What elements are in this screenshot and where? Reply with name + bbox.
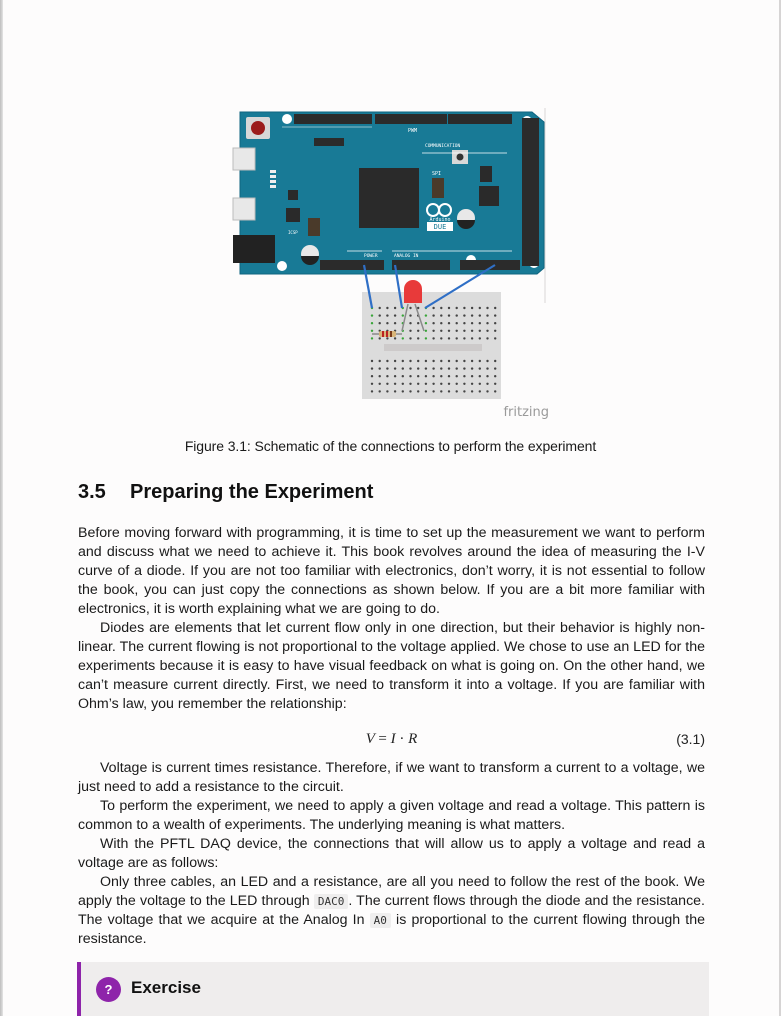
breadboard-hole [379,367,381,369]
breadboard-hole [371,375,373,377]
section-number: 3.5 [78,481,106,503]
breadboard-hole [440,337,442,339]
paragraph: Diodes are elements that let current flow only in one direction, but their behavior is highly non-linear. The current flowing is not proportional to the voltage applied. We chose to use an LED for the experiments because it is easy to have visual feedback on what is going on. On the other hand, we can’t measure current directly. First, we need to transform it into a voltage. If you are familiar with Ohm’s law, you remember the relationship: [78,620,705,712]
breadboard-hole [379,314,381,316]
breadboard-hole [379,322,381,324]
breadboard-hole [471,307,473,309]
breadboard-hole [463,390,465,392]
breadboard-hole [494,390,496,392]
equation-expression: V = I · R [365,731,418,747]
breadboard-hole [371,330,373,332]
section-title: Preparing the Experiment [130,481,374,503]
breadboard-hole [440,360,442,362]
breadboard-hole [479,390,481,392]
breadboard-hole [471,360,473,362]
body-text-block-1 [78,524,705,714]
breadboard-hole [486,375,488,377]
breadboard-hole [448,360,450,362]
breadboard-hole [471,330,473,332]
breadboard-hole [432,390,434,392]
breadboard-hole [417,390,419,392]
breadboard-hole [386,375,388,377]
breadboard-hole [486,307,488,309]
breadboard-hole [379,337,381,339]
microcontroller-chip [359,168,419,228]
icsp-label: ICSP [288,230,298,235]
breadboard-hole [456,367,458,369]
breadboard-hole [425,360,427,362]
breadboard-hole [494,337,496,339]
breadboard-hole [456,307,458,309]
breadboard-hole [379,375,381,377]
arduino-breadboard-figure [232,108,552,423]
breadboard-hole [494,360,496,362]
equation-number: (3.1) [676,731,705,747]
analog-in-label: ANALOG IN [394,254,419,259]
breadboard-hole [371,383,373,385]
breadboard-hole [386,314,388,316]
breadboard-hole [425,383,427,385]
breadboard-hole [440,307,442,309]
breadboard-hole [432,383,434,385]
breadboard-hole [386,360,388,362]
breadboard-hole [471,314,473,316]
breadboard-hole [471,367,473,369]
breadboard-hole [409,314,411,316]
breadboard-hole [394,337,396,339]
breadboard-hole [456,360,458,362]
breadboard-hole [417,375,419,377]
breadboard-hole [448,337,450,339]
breadboard-hole [479,322,481,324]
breadboard-hole [456,390,458,392]
breadboard-hole [448,367,450,369]
breadboard-hole [432,337,434,339]
paragraph: Before moving forward with programming, it is time to set up the measurement we want to perform and discuss what we need to achieve it. This book revolves around the idea of measuring the I-V curve of a diode. If you are not too familiar with electronics, don’t worry, it is not essential to follow the book, you can just copy the connections as shown below. If you are a bit more familiar with electronics, it is worth explaining what we are going to do. [78,525,705,617]
breadboard-hole [371,367,373,369]
breadboard-hole [386,383,388,385]
breadboard-hole [425,322,427,324]
breadboard-hole [371,337,373,339]
fritzing-schematic [232,108,552,423]
breadboard-hole [394,307,396,309]
question-icon: ? [96,977,121,1002]
breadboard-hole [440,375,442,377]
arduino-due-board [233,108,545,303]
breadboard-hole [486,383,488,385]
breadboard-hole [440,383,442,385]
breadboard-hole [486,390,488,392]
breadboard-hole [394,322,396,324]
breadboard-hole [371,314,373,316]
breadboard-hole [494,383,496,385]
breadboard-hole [394,314,396,316]
pwm-label: PWM [408,128,418,134]
exercise-box [77,962,709,1016]
breadboard-hole [417,337,419,339]
breadboard-hole [479,360,481,362]
spi-label: SPI [432,171,442,177]
breadboard-hole [463,367,465,369]
breadboard-hole [409,390,411,392]
breadboard-hole [417,383,419,385]
breadboard-hole [409,383,411,385]
breadboard-hole [417,322,419,324]
breadboard-hole [425,330,427,332]
breadboard-hole [486,360,488,362]
paragraph: Only three cables, an LED and a resistance, are all you need to follow the rest of the book. We apply the voltage to the LED through DAC0 . The current flows through the diode and the resistance. The voltage that we acquire at the Analog In A0 is proportional to the current flowing through the resistance. [78,874,705,947]
breadboard-hole [448,383,450,385]
breadboard-hole [394,390,396,392]
breadboard-hole [425,314,427,316]
breadboard-hole [379,383,381,385]
breadboard-hole [425,390,427,392]
breadboard-hole [394,367,396,369]
breadboard-hole [479,314,481,316]
breadboard-hole [440,322,442,324]
breadboard [362,292,501,399]
inline-code-dac0: DAC0 [314,894,349,909]
breadboard-hole [486,367,488,369]
communication-label: COMMUNICATION [425,144,461,149]
breadboard-hole [394,375,396,377]
breadboard-hole [479,367,481,369]
breadboard-hole [463,360,465,362]
equation-ohms-law [78,731,705,751]
breadboard-hole [432,360,434,362]
breadboard-hole [409,337,411,339]
breadboard-hole [402,314,404,316]
breadboard-hole [440,390,442,392]
board-name-label: Arduino [429,217,451,223]
breadboard-hole [494,314,496,316]
breadboard-hole [448,390,450,392]
breadboard-hole [432,367,434,369]
breadboard-hole [386,307,388,309]
breadboard-hole [409,360,411,362]
breadboard-hole [440,330,442,332]
breadboard-hole [432,375,434,377]
breadboard-hole [432,330,434,332]
exercise-title: Exercise [131,978,201,997]
breadboard-hole [486,337,488,339]
breadboard-hole [417,360,419,362]
breadboard-hole [479,375,481,377]
breadboard-hole [494,307,496,309]
breadboard-hole [432,314,434,316]
breadboard-hole [379,307,381,309]
breadboard-hole [402,390,404,392]
breadboard-hole [448,375,450,377]
section-heading [78,481,373,504]
breadboard-hole [425,337,427,339]
breadboard-hole [371,322,373,324]
breadboard-hole [463,337,465,339]
breadboard-hole [402,375,404,377]
breadboard-hole [494,367,496,369]
breadboard-hole [394,360,396,362]
breadboard-hole [409,307,411,309]
breadboard-hole [486,314,488,316]
breadboard-hole [448,330,450,332]
breadboard-hole [486,330,488,332]
breadboard-hole [386,367,388,369]
breadboard-hole [402,367,404,369]
breadboard-hole [479,307,481,309]
breadboard-hole [479,337,481,339]
breadboard-hole [471,383,473,385]
breadboard-hole [463,322,465,324]
breadboard-hole [463,314,465,316]
breadboard-hole [409,322,411,324]
breadboard-hole [456,314,458,316]
breadboard-hole [371,360,373,362]
breadboard-hole [456,383,458,385]
breadboard-hole [409,375,411,377]
breadboard-hole [409,367,411,369]
breadboard-hole [494,330,496,332]
power-label: POWER [364,254,378,259]
breadboard-hole [402,383,404,385]
figure-caption: Figure 3.1: Schematic of the connections to perform the experiment [184,438,597,454]
breadboard-hole [463,330,465,332]
breadboard-hole [386,322,388,324]
breadboard-hole [440,314,442,316]
breadboard-hole [494,375,496,377]
breadboard-hole [456,337,458,339]
breadboard-hole [486,322,488,324]
paragraph: To perform the experiment, we need to apply a given voltage and read a voltage. This pattern is common to a wealth of experiments. The underlying meaning is what matters. [78,798,705,833]
breadboard-hole [417,330,419,332]
breadboard-hole [379,390,381,392]
breadboard-hole [448,307,450,309]
breadboard-hole [432,307,434,309]
breadboard-hole [471,322,473,324]
breadboard-hole [463,375,465,377]
breadboard-hole [456,322,458,324]
body-text-block-2 [78,759,705,949]
breadboard-hole [471,375,473,377]
breadboard-hole [494,322,496,324]
right-header-pins [522,118,539,266]
breadboard-hole [371,390,373,392]
breadboard-hole [471,337,473,339]
breadboard-hole [402,360,404,362]
breadboard-hole [456,330,458,332]
breadboard-hole [379,360,381,362]
breadboard-hole [463,307,465,309]
breadboard-hole [386,390,388,392]
breadboard-hole [456,375,458,377]
breadboard-hole [479,330,481,332]
breadboard-hole [448,314,450,316]
breadboard-hole [417,367,419,369]
breadboard-hole [471,390,473,392]
paragraph: With the PFTL DAQ device, the connections that will allow us to apply a voltage and read a voltage are as follows: [78,836,705,871]
breadboard-hole [479,383,481,385]
breadboard-hole [440,367,442,369]
breadboard-hole [448,322,450,324]
breadboard-hole [463,383,465,385]
board-model-label: DUE [433,223,447,231]
inline-code-a0: A0 [370,913,391,928]
breadboard-hole [425,367,427,369]
fritzing-watermark: fritzing [503,405,549,420]
breadboard-hole [402,337,404,339]
breadboard-hole [425,375,427,377]
breadboard-hole [394,383,396,385]
paragraph: Voltage is current times resistance. Therefore, if we want to transform a current to a voltage, we just need to add a resistance to the circuit. [78,760,705,795]
breadboard-hole [432,322,434,324]
breadboard-hole [386,337,388,339]
breadboard-hole [409,330,411,332]
